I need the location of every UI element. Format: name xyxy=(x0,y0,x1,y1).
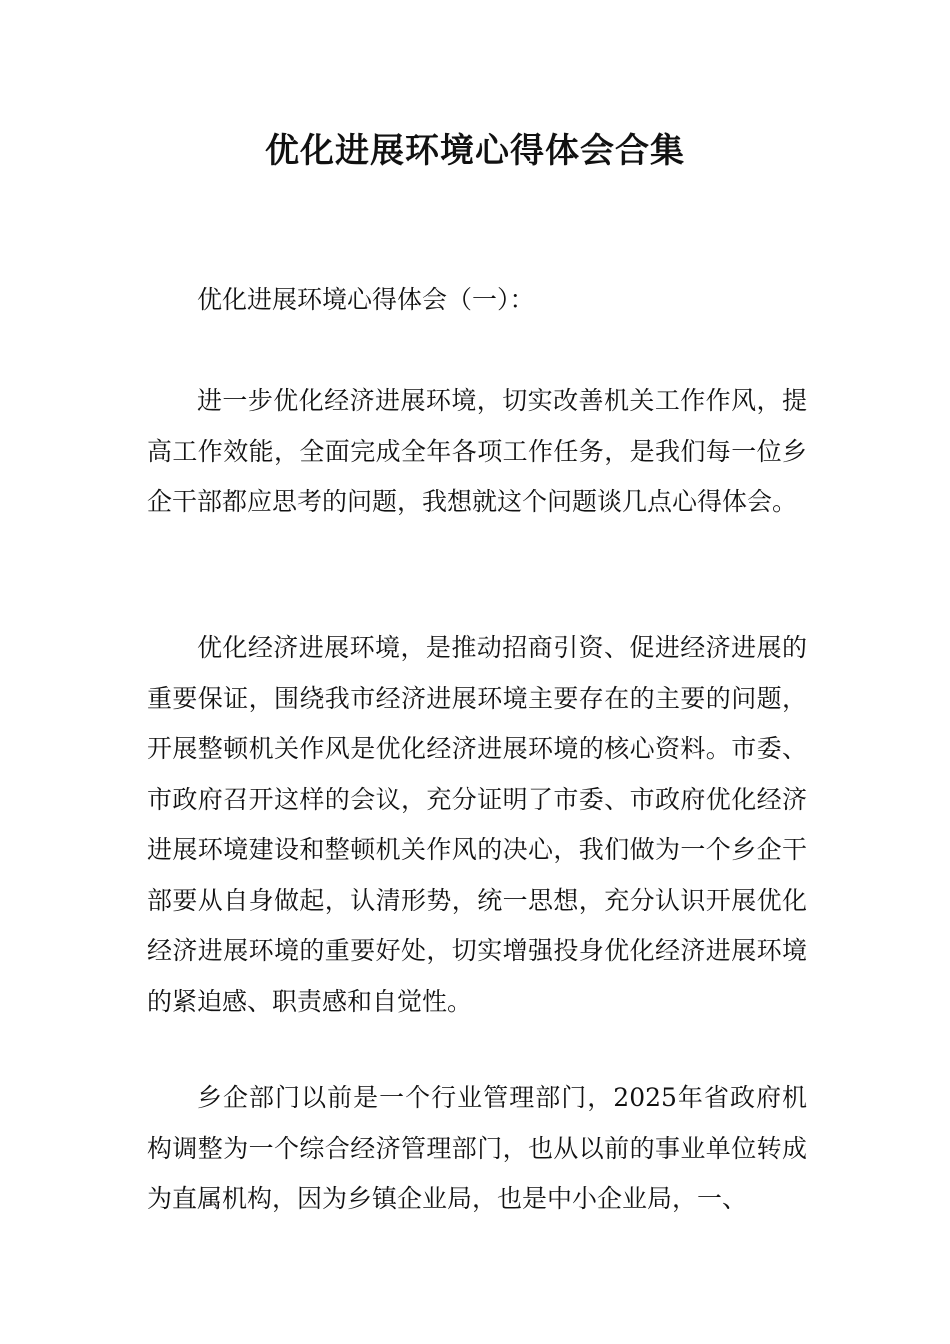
section-heading: 优化进展环境心得体会（一）： xyxy=(197,285,535,314)
document-title: 优化进展环境心得体会合集 xyxy=(265,131,685,171)
paragraph-text: 优化经济进展环境，是推动招商引资、促进经济进展的重要保证，围绕我市经济进展环境主要存在的主要的问题，开展整顿机关作风是优化经济进展环境的核心资料。市委、市政府召开这样的会议，充分证明了市委、市政府优化经济进展环境建设和整顿机关作风的决心，我们做为一个乡企干部要从自身做起，认清形势，统一思想，充分认识开展优化经济进展环境的重要好处，切实增强投身优化经济进展环境的紧迫感、职责感和自觉性。 xyxy=(147,633,807,1016)
paragraph xyxy=(147,623,807,1027)
paragraph xyxy=(147,1073,807,1225)
paragraph xyxy=(147,376,807,528)
paragraph-text: 乡企部门以前是一个行业管理部门，2025年省政府机构调整为一个综合经济管理部门，也从以前的事业单位转成为直属机构，因为乡镇企业局，也是中小企业局，一、 xyxy=(147,1083,807,1213)
paragraph-text: 进一步优化经济进展环境，切实改善机关工作作风，提高工作效能，全面完成全年各项工作任务，是我们每一位乡企干部都应思考的问题，我想就这个问题谈几点心得体会。 xyxy=(147,386,807,516)
